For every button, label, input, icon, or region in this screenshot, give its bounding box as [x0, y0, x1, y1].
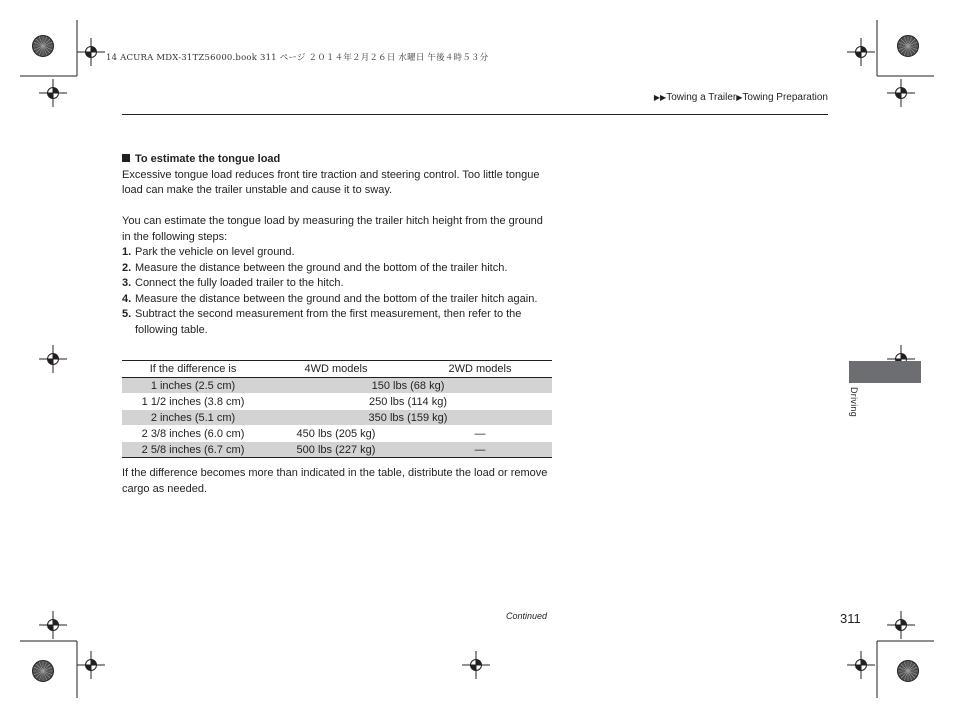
paragraph-gap — [122, 199, 554, 215]
load-4wd-cell: 450 lbs (205 kg) — [264, 426, 408, 442]
difference-cell: 2 5/8 inches (6.7 cm) — [122, 442, 264, 458]
step-number: 2. — [122, 261, 132, 274]
chapter-tab-label: Driving — [849, 387, 859, 418]
step-item — [122, 276, 554, 292]
tongue-load-table — [122, 360, 552, 458]
chapter-tab — [849, 361, 921, 383]
table-row — [122, 426, 552, 442]
step-number: 3. — [122, 277, 132, 289]
section-title — [122, 152, 554, 168]
step-number: 5. — [122, 308, 132, 320]
intro-paragraph: Excessive tongue load reduces front tire traction and steering control. Too little tongue load can make the trailer unstable and cause it to sway. — [122, 168, 540, 196]
step-item — [122, 292, 554, 308]
step-text: Measure the distance between the ground and the bottom of the trailer hitch again. — [135, 292, 538, 305]
table-row — [122, 442, 552, 458]
main-content — [122, 152, 554, 338]
print-header: 14 ACURA MDX-31TZ56000.book 311 ページ ２０１４年２月２６日 水曜日 午後４時５３分 — [106, 53, 489, 63]
column-header-difference: If the difference is — [122, 361, 264, 378]
step-item — [122, 245, 554, 261]
continued-label: Continued — [506, 611, 548, 621]
load-2wd-cell: — — [408, 426, 552, 442]
table-row — [122, 378, 552, 394]
difference-cell: 1 1/2 inches (3.8 cm) — [122, 394, 264, 410]
step-item — [122, 307, 554, 338]
load-cell: 150 lbs (68 kg) — [264, 378, 552, 394]
load-cell: 350 lbs (159 kg) — [264, 410, 552, 426]
arrow-right-icon: ▶ — [736, 93, 743, 102]
step-text: Measure the distance between the ground and the bottom of the trailer hitch. — [135, 261, 508, 274]
breadcrumb — [654, 92, 828, 103]
load-2wd-cell: — — [408, 442, 552, 458]
breadcrumb-towing-preparation: Towing Preparation — [742, 92, 828, 103]
header-rule — [122, 114, 828, 115]
page-number: 311 — [840, 611, 861, 626]
step-text: Park the vehicle on level ground. — [135, 246, 295, 258]
step-number: 1. — [122, 246, 132, 258]
load-cell: 250 lbs (114 kg) — [264, 394, 552, 410]
difference-cell: 1 inches (2.5 cm) — [122, 378, 264, 394]
step-text: Subtract the second measurement from the first measurement, then refer to the following table. — [135, 308, 522, 336]
step-number: 4. — [122, 292, 132, 305]
column-header-4wd: 4WD models — [264, 361, 408, 378]
table-row — [122, 410, 552, 426]
double-arrow-icon: ▶▶ — [653, 93, 667, 102]
table-row — [122, 394, 552, 410]
step-text: Connect the fully loaded trailer to the hitch. — [135, 277, 344, 289]
steps-list — [122, 245, 554, 338]
difference-cell: 2 3/8 inches (6.0 cm) — [122, 426, 264, 442]
breadcrumb-towing-trailer: Towing a Trailer — [666, 92, 737, 103]
difference-cell: 2 inches (5.1 cm) — [122, 410, 264, 426]
estimate-paragraph: You can estimate the tongue load by measuring the trailer hitch height from the ground in the following steps: — [122, 215, 543, 243]
table-header-row — [122, 361, 552, 378]
section-title-text: To estimate the tongue load — [135, 153, 281, 165]
after-table-paragraph: If the difference becomes more than indicated in the table, distribute the load or remove cargo as needed. — [122, 467, 548, 495]
load-4wd-cell: 500 lbs (227 kg) — [264, 442, 408, 458]
square-bullet-icon — [122, 154, 130, 162]
column-header-2wd: 2WD models — [408, 361, 552, 378]
step-item — [122, 261, 554, 277]
